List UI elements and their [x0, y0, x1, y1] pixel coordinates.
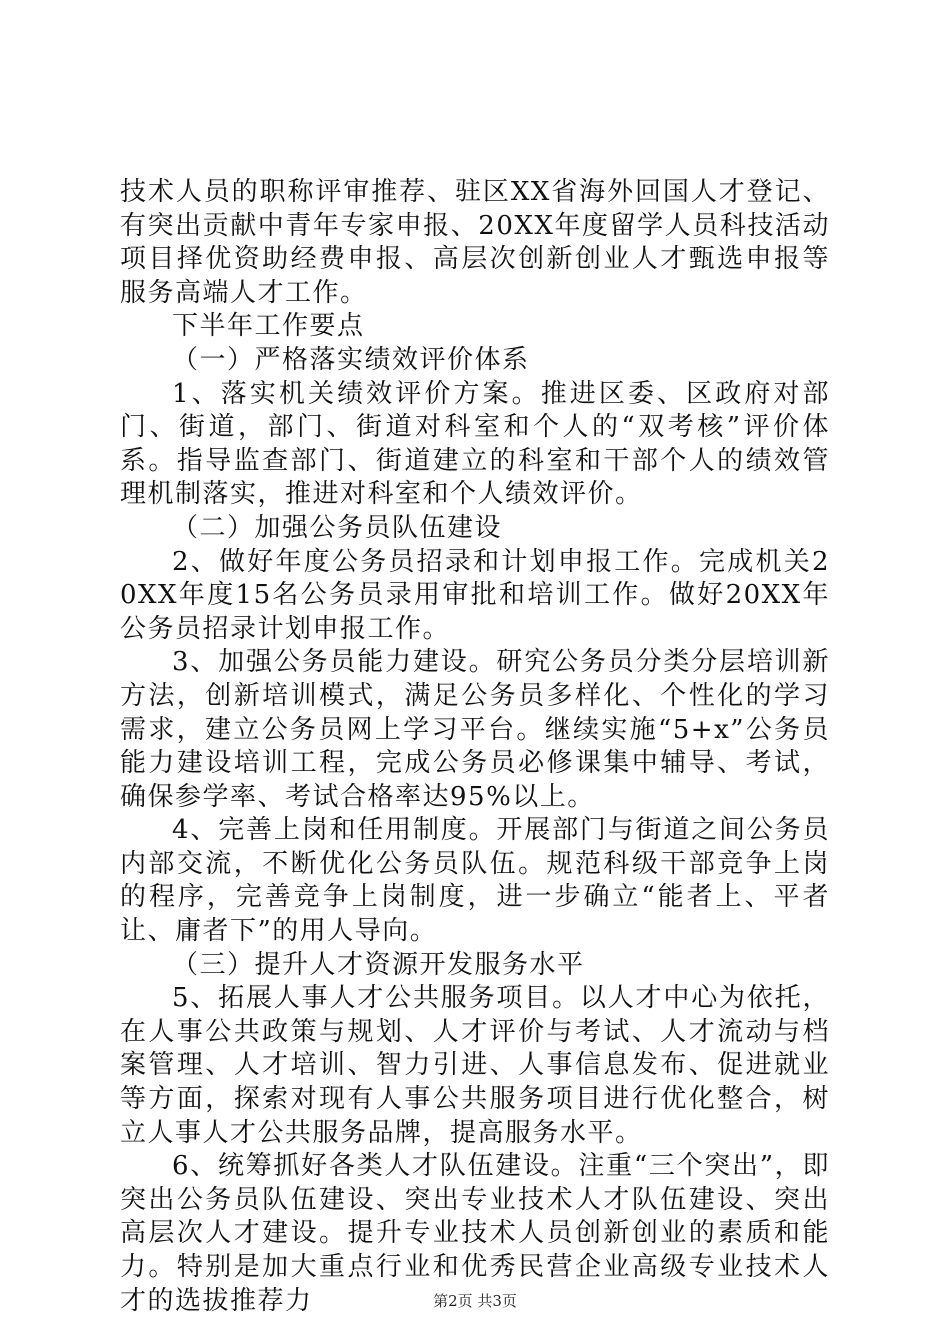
subheading-civil-servant-team: （二）加强公务员队伍建设 [172, 512, 503, 543]
paragraph-item-2: 2、做好年度公务员招录和计划申报工作。完成机关20XX年度15名公务员录用审批和培训工作。做好20XX年公务员招录计划申报工作。 [120, 546, 830, 644]
paragraph-item-6: 6、统筹抓好各类人才队伍建设。注重“三个突出”，即突出公务员队伍建设、突出专业技术人才队伍建设、突出高层次人才建设。提升专业技术人员创新创业的素质和能力。特别是加大重点行业和优秀民营企业高级专业技术人才的选拔推荐力 [120, 1151, 830, 1316]
paragraph-item-1: 1、落实机关绩效评价方案。推进区委、区政府对部门、街道，部门、街道对科室和个人的“双考核”评价体系。指导监查部门、街道建立的科室和干部个人的绩效管理机制落实，推进对科室和个人绩效评价。 [120, 378, 830, 510]
paragraph-continuation: 技术人员的职称评审推荐、驻区XX省海外回国人才登记、有突出贡献中青年专家申报、20XX年度留学人员科技活动项目择优资助经费申报、高层次创新创业人才甄选申报等服务高端人才工作。 [120, 177, 830, 308]
subheading-performance-evaluation: （一）严格落实绩效评价体系 [172, 344, 530, 375]
page-footer: 第2页 共3页 [433, 1292, 517, 1310]
subheading-talent-services: （三）提升人才资源开发服务水平 [172, 949, 585, 980]
paragraph-item-4: 4、完善上岗和任用制度。开展部门与街道之间公务员内部交流，不断优化公务员队伍。规范科级干部竞争上岗的程序，完善竞争上岗制度，进一步确立“能者上、平者让、庸者下”的用人导向。 [120, 815, 830, 947]
document-body [120, 176, 830, 1318]
section-heading-second-half-plan: 下半年工作要点 [172, 311, 365, 342]
paragraph-item-3: 3、加强公务员能力建设。研究公务员分类分层培训新方法，创新培训模式，满足公务员多样化、个性化的学习需求，建立公务员网上学习平台。继续实施“5+x”公务员能力建设培训工程，完成公务员必修课集中辅导、考试，确保参学率、考试合格率达95%以上。 [120, 647, 830, 812]
paragraph-item-5: 5、拓展人事人才公共服务项目。以人才中心为依托，在人事公共政策与规划、人才评价与考试、人才流动与档案管理、人才培训、智力引进、人事信息发布、促进就业等方面，探索对现有人事公共服务项目进行优化整合，树立人事人才公共服务品牌，提高服务水平。 [120, 983, 830, 1148]
